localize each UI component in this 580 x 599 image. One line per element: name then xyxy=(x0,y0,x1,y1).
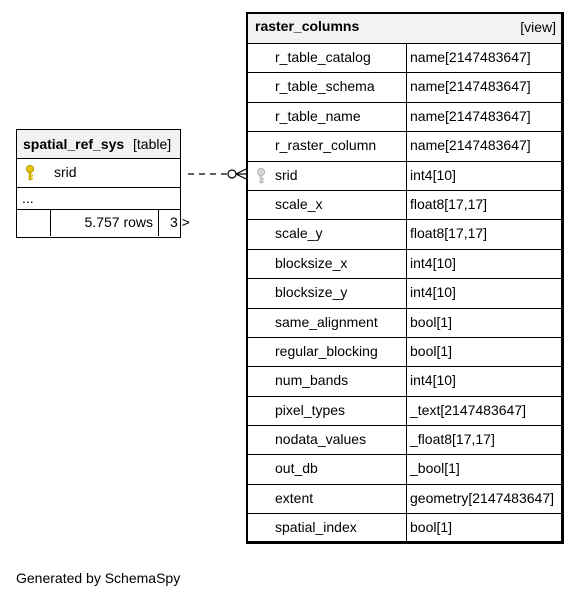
row-count: 5.757 rows xyxy=(51,210,159,236)
column-type: name[2147483647] xyxy=(410,78,531,95)
column-row[interactable] xyxy=(248,367,561,396)
crowfoot-upper xyxy=(236,169,246,174)
column-row[interactable] xyxy=(248,279,561,308)
column-name: r_table_catalog xyxy=(275,49,371,65)
table-kind: [view] xyxy=(520,19,556,35)
column-type: _text[2147483647] xyxy=(410,401,526,418)
column-row[interactable] xyxy=(248,250,561,279)
column-type: bool[1] xyxy=(410,342,453,359)
table-name[interactable]: spatial_ref_sys xyxy=(23,136,125,152)
table-footer xyxy=(17,210,190,236)
column-row[interactable] xyxy=(248,397,561,426)
crowfoot-lower xyxy=(236,174,246,179)
column-name: pixel_types xyxy=(275,401,346,418)
column-row-srid[interactable] xyxy=(17,159,180,188)
raster-columns-table[interactable] xyxy=(246,12,564,544)
column-row[interactable] xyxy=(248,220,561,249)
column-row-srid[interactable] xyxy=(248,162,561,191)
table-header xyxy=(17,130,180,159)
column-name: srid xyxy=(275,166,298,183)
column-name: r_table_schema xyxy=(275,78,375,95)
foreign-key-icon xyxy=(256,168,266,184)
column-name: same_alignment xyxy=(275,313,378,330)
column-name: num_bands xyxy=(275,372,349,389)
column-name: out_db xyxy=(275,460,318,477)
generated-by-footer: Generated by SchemaSpy xyxy=(16,570,181,586)
column-row[interactable] xyxy=(248,338,561,367)
column-type: _bool[1] xyxy=(410,460,460,477)
column-type: name[2147483647] xyxy=(410,107,531,124)
primary-key-icon xyxy=(25,165,35,181)
column-name: extent xyxy=(275,489,314,506)
column-row[interactable] xyxy=(248,103,561,132)
column-type: geometry[2147483647] xyxy=(410,489,554,506)
column-type: int4[10] xyxy=(410,166,456,183)
column-name: blocksize_y xyxy=(275,284,348,301)
column-name: r_raster_column xyxy=(275,137,377,154)
column-type: bool[1] xyxy=(410,519,453,536)
column-row[interactable] xyxy=(248,426,561,455)
column-row[interactable] xyxy=(248,73,561,102)
table-kind: [table] xyxy=(133,136,172,152)
column-row[interactable] xyxy=(248,455,561,484)
column-name: regular_blocking xyxy=(275,342,378,359)
column-row[interactable] xyxy=(248,485,561,514)
column-row[interactable] xyxy=(248,309,561,338)
column-name: blocksize_x xyxy=(275,254,348,271)
column-type: float8[17,17] xyxy=(410,195,488,212)
column-type: _float8[17,17] xyxy=(410,431,495,448)
optional-marker-circle xyxy=(228,170,236,178)
spatial-ref-sys-table[interactable] xyxy=(16,129,190,238)
column-name: r_table_name xyxy=(275,107,361,124)
related-tables-link[interactable]: 3 > xyxy=(170,214,190,230)
column-type: bool[1] xyxy=(410,313,453,330)
column-row[interactable] xyxy=(248,191,561,220)
footer-blank-cell xyxy=(17,210,51,236)
column-name: spatial_index xyxy=(275,519,357,536)
column-type: int4[10] xyxy=(410,284,456,301)
column-name: scale_x xyxy=(275,195,323,212)
column-type: int4[10] xyxy=(410,372,456,389)
column-type: float8[17,17] xyxy=(410,225,488,242)
table-header xyxy=(248,14,561,44)
more-columns-ellipsis: ... xyxy=(17,188,180,210)
table-name[interactable]: raster_columns xyxy=(255,18,360,34)
column-name: nodata_values xyxy=(275,431,367,448)
column-row[interactable] xyxy=(248,44,561,73)
column-name: scale_y xyxy=(275,225,323,242)
column-row[interactable] xyxy=(248,514,561,543)
column-row[interactable] xyxy=(248,132,561,161)
column-type: int4[10] xyxy=(410,254,456,271)
column-type: name[2147483647] xyxy=(410,49,531,65)
column-name: srid xyxy=(54,164,77,180)
column-type: name[2147483647] xyxy=(410,137,531,154)
